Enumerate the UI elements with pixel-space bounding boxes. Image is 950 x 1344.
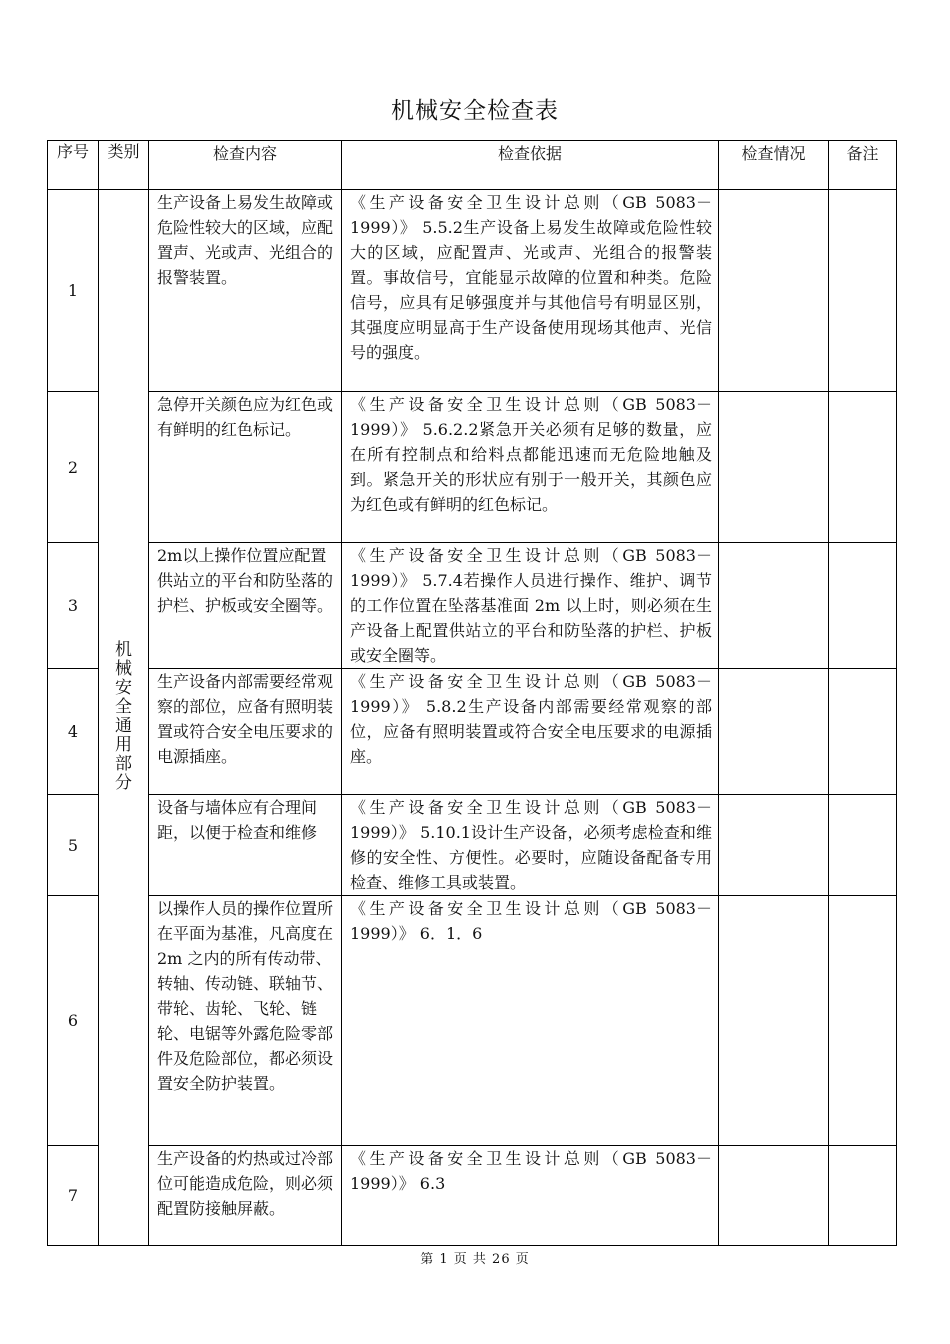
row-status[interactable] xyxy=(719,669,829,795)
row-content: 设备与墙体应有合理间距，以便于检查和维修 xyxy=(149,795,342,896)
table-row xyxy=(48,392,897,543)
row-seq: 2 xyxy=(48,392,99,543)
row-status[interactable] xyxy=(719,392,829,543)
row-status[interactable] xyxy=(719,1146,829,1246)
row-content: 生产设备的灼热或过冷部位可能造成危险，则必须配置防接触屏蔽。 xyxy=(149,1146,342,1246)
row-basis: 《生产设备安全卫生设计总则（GB 5083－1999）》 5.10.1设计生产设备，必须考虑检查和维修的安全性、方便性。必要时，应随设备配备专用检查、维修工具或装置。 xyxy=(342,795,719,896)
row-seq: 1 xyxy=(48,190,99,392)
table-row xyxy=(48,543,897,669)
category-label: 机械安全通用部分 xyxy=(115,639,132,793)
page-footer: 第 1 页 共 26 页 xyxy=(420,1252,530,1267)
row-content: 生产设备内部需要经常观察的部位，应备有照明装置或符合安全电压要求的电源插座。 xyxy=(149,669,342,795)
table-row xyxy=(48,896,897,1146)
header-seq: 序号 xyxy=(48,141,99,190)
header-row xyxy=(48,141,897,190)
row-remark[interactable] xyxy=(829,543,897,669)
row-content: 2m以上操作位置应配置供站立的平台和防坠落的护栏、护板或安全圈等。 xyxy=(149,543,342,669)
row-remark[interactable] xyxy=(829,1146,897,1246)
row-remark[interactable] xyxy=(829,190,897,392)
row-remark[interactable] xyxy=(829,392,897,543)
row-basis: 《生产设备安全卫生设计总则（GB 5083－1999）》 6．1．6 xyxy=(342,896,719,1146)
table-row xyxy=(48,1146,897,1246)
row-remark[interactable] xyxy=(829,795,897,896)
header-category: 类别 xyxy=(99,141,149,190)
header-status: 检查情况 xyxy=(719,141,829,190)
table-row xyxy=(48,795,897,896)
row-content: 急停开关颜色应为红色或有鲜明的红色标记。 xyxy=(149,392,342,543)
safety-checklist-table xyxy=(47,140,897,1246)
row-basis: 《生产设备安全卫生设计总则（GB 5083－1999）》 5.8.2生产设备内部需要经常观察的部位，应备有照明装置或符合安全电压要求的电源插座。 xyxy=(342,669,719,795)
row-seq: 3 xyxy=(48,543,99,669)
header-content: 检查内容 xyxy=(149,141,342,190)
row-seq: 5 xyxy=(48,795,99,896)
header-basis: 检查依据 xyxy=(342,141,719,190)
table-row xyxy=(48,190,897,392)
header-remark: 备注 xyxy=(829,141,897,190)
row-basis: 《生产设备安全卫生设计总则（GB 5083－1999）》 6.3 xyxy=(342,1146,719,1246)
row-basis: 《生产设备安全卫生设计总则（GB 5083－1999）》 5.5.2生产设备上易发生故障或危险性较大的区域，应配置声、光或声、光组合的报警装置。事故信号，宜能显示故障的位置和种类。危险信号，应具有足够强度并与其他信号有明显区别，其强度应明显高于生产设备使用现场其他声、光信号的强度。 xyxy=(342,190,719,392)
row-content: 以操作人员的操作位置所在平面为基准，凡高度在 2m 之内的所有传动带、转轴、传动链、联轴节、带轮、齿轮、飞轮、链轮、电锯等外露危险零部件及危险部位，都必须设置安全防护装置。 xyxy=(149,896,342,1146)
category-cell xyxy=(99,190,149,1246)
row-basis: 《生产设备安全卫生设计总则（GB 5083－1999）》 5.7.4若操作人员进行操作、维护、调节的工作位置在坠落基准面 2m 以上时，则必须在生产设备上配置供站立的平台和防坠落的护栏、护板或安全圈等。 xyxy=(342,543,719,669)
row-seq: 4 xyxy=(48,669,99,795)
row-seq: 6 xyxy=(48,896,99,1146)
row-content: 生产设备上易发生故障或危险性较大的区域，应配置声、光或声、光组合的报警装置。 xyxy=(149,190,342,392)
row-status[interactable] xyxy=(719,190,829,392)
row-basis: 《生产设备安全卫生设计总则（GB 5083－1999）》 5.6.2.2紧急开关必须有足够的数量，应在所有控制点和给料点都能迅速而无危险地触及到。紧急开关的形状应有别于一般开关，其颜色应为红色或有鲜明的红色标记。 xyxy=(342,392,719,543)
row-seq: 7 xyxy=(48,1146,99,1246)
page-title: 机械安全检查表 xyxy=(391,98,559,124)
table-row xyxy=(48,669,897,795)
row-status[interactable] xyxy=(719,543,829,669)
row-remark[interactable] xyxy=(829,669,897,795)
row-status[interactable] xyxy=(719,896,829,1146)
row-remark[interactable] xyxy=(829,896,897,1146)
row-status[interactable] xyxy=(719,795,829,896)
